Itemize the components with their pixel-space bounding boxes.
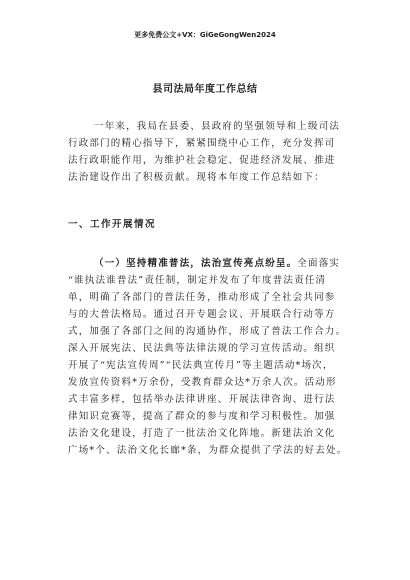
intro-paragraph [68,118,348,186]
paragraph-line: 开展了“宪法宣传周”“民法典宣传月”等主题活动*场次， [68,360,334,371]
document-title: 县司法局年度工作总结 [152,84,258,95]
paragraph-line: 式丰富多样，包括举办法律讲座、开展法律咨询、进行法 [68,394,336,405]
paragraph-line: 单，明确了各部门的普法任务，推动形成了全社会共同参 [68,292,336,303]
subsection-heading: （一）坚持精准普法，法治宣传亮点纷呈。 [94,258,298,269]
paragraph-line [68,255,348,272]
paragraph-line: 律知识竞赛等，提高了群众的参与度和学习积极性。加强 [68,411,336,422]
paragraph-line: 法行政职能作用，为维护社会稳定、促进经济发展、推进 [68,155,336,166]
section-heading: 一、工作开展情况 [68,219,157,230]
paragraph-line: 法治建设作出了积极贡献。现将本年度工作总结如下： [68,172,325,183]
paragraph-line: 式，加强了各部门之间的沟通协作，形成了普法工作合力。 [68,326,347,337]
paragraph-line: 与的大普法格局。通过召开专题会议、开展联合行动等方 [68,309,336,320]
paragraph-line: 行政部门的精心指导下，紧紧围绕中心工作，充分发挥司 [68,138,336,149]
paragraph-line: 深入开展宪法、民法典等法律法规的学习宣传活动。组织 [68,343,336,354]
paragraph-line: 一年来，我局在县委、县政府的坚强领导和上级司法 [94,121,341,132]
paragraph-line: 法治文化建设，打造了一批法治文化阵地。新建法治文化 [68,428,336,439]
page-header: 更多免费公文+VX：GiGeGongWen2024 [134,31,276,39]
subsection-lead-text: 全面落实 [297,258,341,269]
paragraph-line: 广场*个、法治文化长廊*条，为群众提供了学法的好去处。 [68,445,348,456]
paragraph-line: 发放宣传资料*万余份，受教育群众达*万余人次。活动形 [68,377,337,388]
subsection-paragraph [68,255,348,459]
paragraph-line: “谁执法谁普法”责任制，制定并发布了年度普法责任清 [68,275,327,286]
